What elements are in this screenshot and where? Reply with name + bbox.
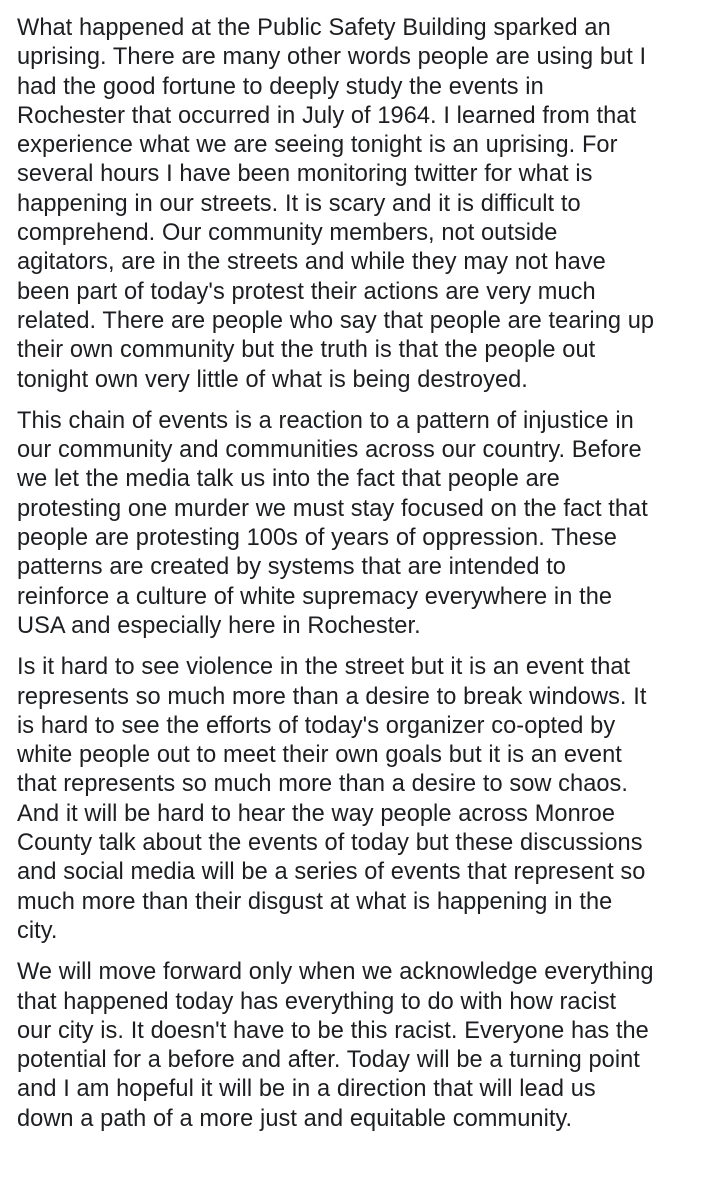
text-line: people are protesting 100s of years of oppression. These: [17, 525, 617, 552]
paragraph-3: [17, 653, 695, 946]
text-line: comprehend. Our community members, not outside: [17, 220, 558, 247]
text-line: related. There are people who say that people are tearing up: [17, 307, 655, 334]
text-line: is hard to see the efforts of today's organizer co-opted by: [17, 712, 616, 739]
text-line: This chain of events is a reaction to a pattern of injustice in: [17, 407, 634, 434]
paragraph-2: [17, 407, 695, 641]
text-line: several hours I have been monitoring twitter for what is: [17, 161, 593, 188]
text-line: represents so much more than a desire to break windows. It: [17, 683, 647, 710]
text-line: down a path of a more just and equitable community.: [17, 1105, 573, 1132]
paragraph-1: [17, 14, 695, 395]
text-line: we let the media talk us into the fact that people are: [17, 466, 560, 493]
text-line: agitators, are in the streets and while they may not have: [17, 249, 606, 276]
text-line: Rochester that occurred in July of 1964. I learned from that: [17, 102, 637, 129]
text-line: uprising. There are many other words people are using but I: [17, 44, 647, 71]
text-line: our community and communities across our country. Before: [17, 437, 642, 464]
text-line: city.: [17, 917, 58, 944]
text-line: their own community but the truth is that the people out: [17, 337, 596, 364]
text-line: reinforce a culture of white supremacy everywhere in the: [17, 583, 613, 610]
text-line: protesting one murder we must stay focused on the fact that: [17, 495, 648, 522]
paragraph-4: [17, 958, 695, 1134]
text-line: tonight own very little of what is being destroyed.: [17, 366, 528, 393]
text-line: white people out to meet their own goals but it is an event: [17, 742, 622, 769]
text-line: and social media will be a series of events that represent so: [17, 859, 646, 886]
text-line: patterns are created by systems that are intended to: [17, 554, 566, 581]
text-line: our city is. It doesn't have to be this racist. Everyone has the: [17, 1017, 649, 1044]
text-line: potential for a before and after. Today will be a turning point: [17, 1047, 640, 1074]
text-line: had the good fortune to deeply study the events in: [17, 73, 544, 100]
text-line: that represents so much more than a desire to sow chaos.: [17, 771, 628, 798]
text-line: happening in our streets. It is scary and it is difficult to: [17, 190, 581, 217]
text-line: experience what we are seeing tonight is an uprising. For: [17, 132, 618, 159]
text-line: Is it hard to see violence in the street but it is an event that: [17, 654, 631, 681]
text-line: and I am hopeful it will be in a direction that will lead us: [17, 1076, 596, 1103]
text-line: We will move forward only when we acknowledge everything: [17, 959, 654, 986]
text-line: that happened today has everything to do with how racist: [17, 988, 617, 1015]
text-line: been part of today's protest their actions are very much: [17, 278, 596, 305]
text-line: USA and especially here in Rochester.: [17, 612, 421, 639]
text-line: What happened at the Public Safety Building sparked an: [17, 15, 611, 41]
text-line: much more than their disgust at what is happening in the: [17, 888, 613, 915]
text-line: And it will be hard to hear the way people across Monroe: [17, 800, 616, 827]
text-line: County talk about the events of today but these discussions: [17, 830, 643, 857]
